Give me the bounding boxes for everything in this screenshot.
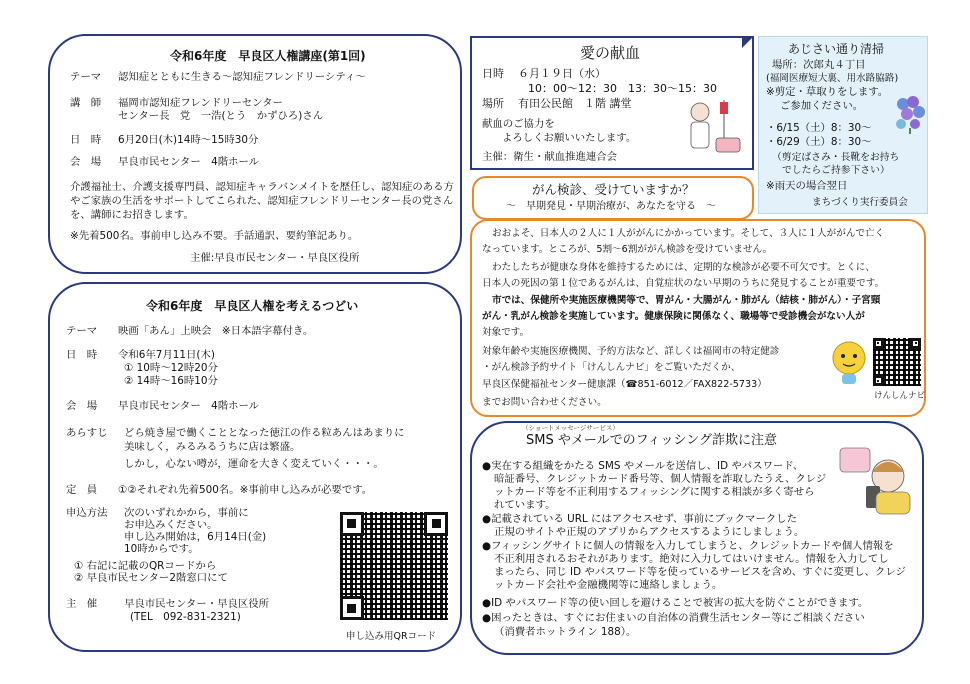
- blood-place-label: 場所: [482, 97, 504, 110]
- seminar2-venue-label: 会 場: [66, 400, 98, 412]
- seminar2-qr-code[interactable]: [340, 512, 448, 620]
- gan-body-line: 市では、保健所や実施医療機関等で、胃がん・大腸がん・肺がん（結核・肺がん）・子宮頸: [492, 295, 881, 306]
- ajisai-note1: ※剪定・草取りをします。: [766, 86, 889, 98]
- seminar2-capacity-label: 定 員: [66, 484, 98, 496]
- sms-line: 不正利用されるおそれがあります。絶対に入力してはいけません。情報を入力してし: [494, 553, 889, 565]
- blood-date: ６月１９日（水）: [518, 67, 606, 80]
- gan-body-line: 対象です。: [482, 327, 530, 338]
- ajisai-place2: (福岡医療短大裏、用水路脇路): [766, 73, 899, 84]
- sms-line: ●記載されている URL にはアクセスせず、事前にブックマークした: [482, 513, 797, 525]
- seminar2-apply-line: 10時からです。: [124, 543, 199, 555]
- sms-line: ●実在する組織をかたる SMS やメールを送信し、ID やパスワード、: [482, 460, 804, 472]
- blood-msg2: よろしくお願いいたします。: [502, 132, 637, 144]
- seminar1-venue: 早良市民センター 4階ホール: [118, 156, 260, 168]
- seminar2-apply-line: 申し込み開始は，6月14日(金): [124, 531, 267, 543]
- sms-line: ●ID やパスワード等の使い回しを避けることで被害の拡大を防ぐことができます。: [482, 597, 869, 609]
- seminar1-title: 令和6年度 早良区人権講座(第1回): [170, 49, 366, 63]
- seminar1-venue-label: 会 場: [70, 156, 102, 168]
- seminar1-organizer: 主催:早良市民センター・早良区役所: [190, 252, 360, 264]
- sms-line: （消費者ホットライン 188）。: [494, 626, 637, 638]
- seminar2-title: 令和6年度 早良区人権を考えるつどい: [146, 299, 359, 313]
- seminar2-time2: ② 14時～16時10分: [124, 375, 218, 387]
- ajisai-date1: ・6/15（土）8：30～: [766, 122, 872, 134]
- seminar2-venue: 早良市民センター 4階ホール: [118, 400, 260, 412]
- seminar2-date: 令和6年7月11日(木): [118, 349, 215, 361]
- seminar2-qr-caption: 申し込み用QRコード: [346, 631, 437, 642]
- seminar1-lecturer-org: 福岡市認知症フレンドリーセンター: [118, 97, 283, 109]
- seminar1-theme: 認知症とともに生きる～認知症フレンドリーシティ～: [118, 71, 366, 83]
- gan-contact-line: ・がん検診予約サイト「けんしんナビ」をご覧いただくか、: [482, 362, 741, 373]
- ajisai-date2: ・6/29（土）8：30～: [766, 136, 872, 148]
- sms-line: 正規のサイトや正規のアプリからアクセスするようにしましょう。: [494, 526, 805, 538]
- seminar2-time1: ① 10時～12時20分: [124, 362, 218, 374]
- nurse-illustration-icon: [680, 98, 742, 166]
- sms-line: ●困ったときは、すぐにお住まいの自治体の消費生活センター等にご相談ください: [482, 612, 865, 624]
- kenshin-mascot-icon: [828, 336, 870, 388]
- ajisai-bring2: でしたらご持参下さい）: [782, 165, 890, 176]
- gan-contact-line: 対象年齢や実施医療機関、予約方法など、詳しくは福岡市の特定健診: [482, 346, 780, 357]
- sms-line: まったら、同じ ID やパスワード等を使っているサービスを含め、すぐに変更し、クレジ: [494, 566, 906, 578]
- seminar2-synopsis-label: あらすじ: [66, 427, 108, 439]
- gan-body-line: なっています。ところが、5割～6割ががん検診を受けていません。: [482, 244, 773, 255]
- seminar2-theme: 映画「あん」上映会 ※日本語字幕付き。: [118, 325, 314, 337]
- hydrangea-icon: [893, 94, 927, 134]
- ajisai-note2: ご参加ください。: [780, 100, 864, 112]
- gan-body-line: おおよそ、日本人の２人に１人ががんにかかっています。そして、３人に１人ががんで亡く: [492, 228, 885, 239]
- seminar1-desc-line: を、講師にお招きします。: [70, 209, 194, 221]
- phishing-illustration-icon: [836, 446, 916, 516]
- ajisai-org: まちづくり実行委員会: [812, 197, 908, 208]
- seminar2-apply-line: 次のいずれかから，事前に: [124, 507, 249, 519]
- seminar2-theme-label: テーマ: [66, 325, 98, 337]
- blood-time: 10：00～12：30 13：30～15：30: [528, 82, 717, 95]
- seminar2-host-label: 主 催: [66, 598, 98, 610]
- sms-title: SMS やメールでのフィッシング詐欺に注意: [526, 433, 777, 448]
- blood-box-corner: [742, 36, 754, 48]
- blood-msg1: 献血のご協力を: [482, 118, 555, 130]
- sms-ruby: （ショートメッセージサービス）: [522, 424, 619, 432]
- sms-line: 暗証番号、クレジットカード番号等、個人情報を詐取したうえ、クレジ: [494, 473, 827, 485]
- seminar1-desc-line: やご家族の生活をサポートしてこられた、認知症フレンドリーセンター長の党さん: [70, 195, 454, 207]
- seminar2-tel: (TEL 092-831-2321): [130, 611, 241, 623]
- seminar1-lecturer-label: 講 師: [70, 97, 102, 109]
- gan-body-line: 日本人の死因の第１位であるがんは、自覚症状のない早期のうちに発見することが重要です。: [482, 278, 885, 289]
- ajisai-place: 場所：次郎丸４丁目: [772, 59, 866, 71]
- gan-title: がん検診、受けていますか？: [532, 182, 695, 197]
- sms-line: れています。: [494, 499, 556, 511]
- blood-place: 有田公民館 １階 講堂: [518, 97, 632, 110]
- seminar1-date-label: 日 時: [70, 134, 102, 146]
- seminar2-date-label: 日 時: [66, 349, 98, 361]
- blood-host: 主催：衛生・献血推進連合会: [482, 151, 618, 163]
- kenshin-navi-qr-code[interactable]: [873, 338, 921, 386]
- sms-line: ットカード会社や金融機関等に連絡しましょう。: [494, 579, 723, 591]
- gan-body-line: がん・乳がん検診を実施しています。健康保険に関係なく、職場等で受診機会がない人が: [482, 311, 865, 322]
- gan-contact-line: 早良区保健福祉センター健康課（☎851-6012／FAX822-5733）: [482, 379, 767, 390]
- seminar2-synopsis-line: 美味しく，みるみるうちに店は繁盛。: [124, 441, 301, 453]
- sms-line: ●フィッシングサイトに個人の情報を入力してしまうと、クレジットカードや個人情報を: [482, 540, 894, 552]
- seminar1-note: ※先着500名。事前申し込み不要。手話通訳、要約筆記あり。: [70, 230, 359, 242]
- seminar2-apply-opt1: ① 右記に記載のQRコードから: [74, 560, 217, 572]
- blood-title: 愛の献血: [580, 44, 641, 62]
- ajisai-rain: ※雨天の場合翌日: [766, 180, 848, 192]
- seminar2-synopsis-line: どら焼き屋で働くこととなった徳江の作る粒あんはあまりに: [124, 427, 405, 439]
- ajisai-title: あじさい通り清掃: [788, 42, 885, 56]
- seminar2-capacity: ①②それぞれ先着500名。※事前申し込みが必要です。: [118, 484, 373, 496]
- gan-contact-line: までお問い合わせください。: [482, 397, 607, 408]
- seminar2-apply-label: 申込方法: [66, 507, 108, 519]
- seminar1-lecturer-name: センター長 党 一浩(とう かずひろ)さん: [118, 110, 324, 122]
- ajisai-bring1: （剪定ばさみ・長靴をお持ち: [772, 152, 900, 163]
- seminar1-date: 6月20日(木)14時～15時30分: [118, 134, 259, 146]
- seminar1-theme-label: テーマ: [70, 71, 102, 83]
- gan-subtitle: ～ 早期発見・早期治療が、あなたを守る ～: [506, 201, 716, 212]
- gan-body-line: わたしたちが健康な身体を維持するためには、定期的な検診が必要不可欠です。とくに、: [492, 262, 875, 273]
- sms-line: ットカード等を不正利用するフィッシングに関する相談が多く寄せら: [494, 486, 815, 498]
- seminar2-synopsis-line: しかし，心ない噂が，運命を大きく変えていく・・・。: [124, 458, 384, 470]
- seminar1-desc-line: 介護福祉士、介護支援専門員、認知症キャラバンメイトを歴任し、認知症のある方: [70, 181, 454, 193]
- blood-date-label: 日時: [482, 67, 504, 80]
- seminar2-host: 早良市民センター・早良区役所: [124, 598, 270, 610]
- kenshin-navi-qr-caption: けんしんナビ: [874, 391, 926, 401]
- seminar2-apply-opt2: ② 早良市民センター2階窓口にて: [74, 572, 228, 584]
- seminar2-apply-line: お申込みください。: [124, 519, 218, 531]
